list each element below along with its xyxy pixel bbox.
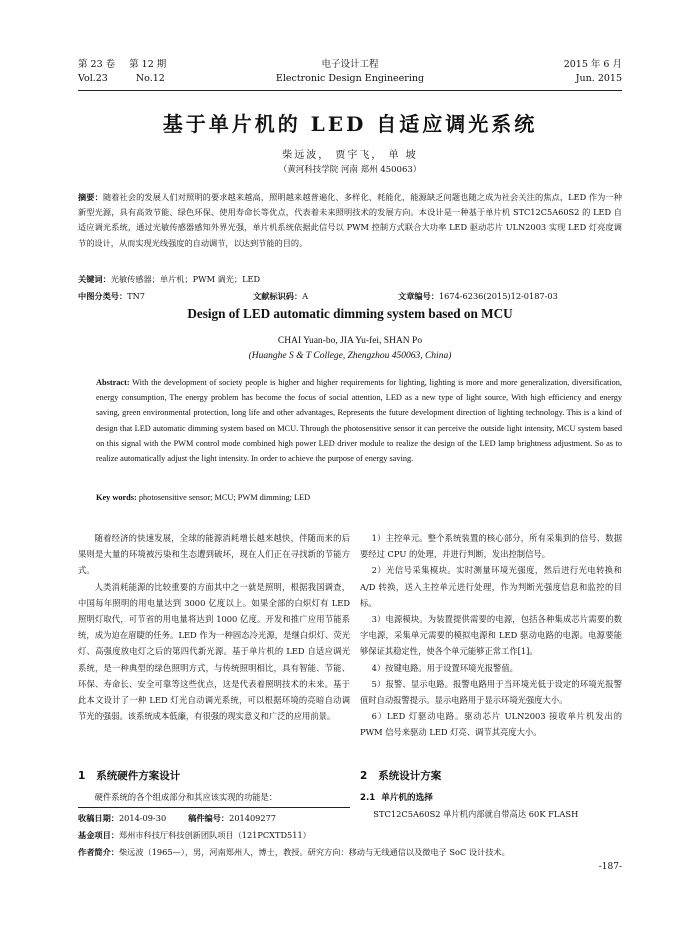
body-paragraph: 人类消耗能源的比较重要的方面其中之一就是照明，根据我国调查，中国每年照明的用电量达到 3000 亿度以上。如果全部的白炽灯有 LED 照明灯取代，可节省的用电量将达到 1000 亿度。开发和推广应用节能系统，成为迫在眉睫的任务。LED 作为一种固态冷光源，是继白炽灯、荧光灯、高强度放电灯之后的第四代新光源。基于单片机的 LED 自适应调光系统，是一种典型的绿色照明方式，与传统照明相比，具有智能、节能、环保、寿命长、安全可靠等这些优点，这是代表着照明技术的未来。基于此本文设计了一种 LED 灯光自动调光系统，可以根据环境的亮暗自动调节光的强弱。该系统成本低廉，有很强的现实意义和广泛的应用前景。 (78, 581, 350, 722)
doc-code-label: 文献标识码： (253, 291, 303, 301)
fund-text: 郑州市科技厅科技创新团队项目（121PCXTD511） (118, 830, 311, 840)
issue-en: No.12 (135, 73, 165, 84)
keywords-cn-text: 光敏传感器；单片机；PWM 调光；LED (110, 274, 261, 284)
footnote-rule (78, 807, 350, 808)
section-1-title: 系统硬件方案设计 (96, 770, 181, 782)
abstract-cn-label: 摘要： (78, 192, 103, 202)
authors-cn: 柴远波， 贾宇飞， 单 坡 (282, 150, 418, 161)
abstract-en-text: With the development of society people is higher and higher requirements for lighting, lighting is more and more generalization, diversification, energy consumption, The energy problem has become the focus of social attention, LED as a new type of light source, With high efficiency and energy saving, green environmental protection, long life and other advantages, Represents the future development direction of lighting technology. This is a kind of design that LED automatic dimming system based on MCU. Through the photosensitive sensor it can perceive the outside light intensity, MCU system based on this signal with the PWM control mode combined high power LED driver module to realize the design of the LED lamp brightness adjustment. So as to realize automatically adjust the light intensity. In order to achieve the purpose of energy saving. (96, 378, 622, 464)
fund-label: 基金项目： (78, 830, 119, 840)
issue-cn: 第 12 期 (129, 59, 167, 70)
body-list-item: 1）主控单元。整个系统装置的核心部分，所有采集到的信号、数据要经过 CPU 的处理，并进行判断，发出控制信号。 (360, 533, 622, 560)
body-left-column (78, 530, 350, 724)
subsection-number: 2.1 (360, 793, 376, 803)
vol-cn: 第 23 卷 (78, 59, 116, 70)
subsection-2-1-heading (360, 791, 433, 803)
body-paragraph: 随着经济的快速发展，全球的能源消耗增长越来越快，伴随而来的后果则是大量的环境被污染和生态遭到破坏，现在人们正在寻找新的节能方式。 (78, 533, 350, 576)
article-no-label: 文章编号： (398, 291, 439, 301)
running-header (78, 58, 622, 88)
body-list-item: 3）电源模块。为装置提供需要的电源，包括各种集成芯片需要的数字电源，采集单元需要的模拟电源和 LED 驱动电路的电源。电源要能够保证其稳定性，使各个单元能够正常工作[1]。 (360, 614, 622, 657)
date-en: Jun. 2015 (575, 73, 622, 84)
authors-en: CHAI Yuan-bo, JIA Yu-fei, SHAN Po (277, 336, 423, 346)
affiliation-cn: （黄河科技学院 河南 郑州 450063） (278, 165, 422, 175)
keywords-en (96, 491, 622, 505)
abstract-en (96, 375, 622, 466)
body-list-item: 2）光信号采集模块。实时测量环境光强度，然后进行光电转换和 A/D 转换，送入主控单元进行处理，作为判断光强度信息和监控的目标。 (360, 565, 622, 608)
section-1-number: 1 (78, 770, 86, 782)
page-number: -187- (598, 862, 622, 872)
keywords-cn (78, 272, 622, 286)
keywords-en-label: Key words: (96, 493, 137, 502)
title-cn: 基于单片机的 LED 自适应调光系统 (162, 112, 538, 136)
article-no-value: 1674-6236(2015)12-0187-03 (438, 291, 558, 301)
section-2-heading (360, 768, 441, 783)
manuscript-no-label: 稿件编号： (188, 813, 230, 823)
keywords-en-text: photosensitive sensor; MCU; PWM dimming; LED (138, 493, 311, 502)
body-list-item: 6）LED 灯驱动电路。驱动芯片 ULN2003 接收单片机发出的 PWM 信号来驱动 LED 灯亮、调节其亮度大小。 (360, 711, 622, 738)
bio-text: 柴远波（1965—），男，河南郑州人，博士，教授。研究方向：移动与无线通信以及微电子 SoC 设计技术。 (118, 847, 510, 857)
abstract-cn-text: 随着社会的发展人们对照明的要求越来越高，照明越来越普遍化、多样化、耗能化，能源缺乏问题也随之成为社会关注的焦点，LED 作为一种新型光源，具有高效节能、绿色环保、使用寿命长等优点，代表着未来照明技术的发展方向。本设计是一种基于单片机 STC12C5A60S2 的 LED 自适应调光系统，通过光敏传感器感知外界光强，单片机系统依据此信号以 PWM 控制方式联合大功率 LED 驱动芯片 ULN2003 实现 LED 灯亮度调节的设计，从而实现光线强度的自动调节，以达到节能的目的。 (78, 192, 622, 248)
affiliation-en: (Huanghe S & T College, Zhengzhou 450063, China) (248, 351, 452, 361)
vol-en: Vol.23 (78, 73, 108, 84)
journal-cn: 电子设计工程 (321, 59, 379, 70)
clc-value: TN7 (127, 291, 145, 301)
bio-label: 作者简介： (78, 847, 119, 857)
section-2-text: STC12C5A60S2 单片机内部就自带高达 60K FLASH (373, 809, 579, 819)
title-en: Design of LED automatic dimming system based on MCU (187, 306, 513, 321)
header-date (482, 58, 622, 86)
journal-en: Electronic Design Engineering (275, 73, 425, 84)
subsection-title: 单片机的选择 (381, 793, 433, 803)
date-cn: 2015 年 6 月 (563, 59, 622, 70)
abstract-en-label: Abstract: (96, 378, 130, 387)
section-2-number: 2 (360, 770, 368, 782)
doc-code-value: A (302, 291, 309, 301)
section-1-text: 硬件系统的各个组成部分和其应该实现的功能是： (94, 792, 278, 802)
keywords-cn-label: 关键词： (78, 274, 111, 284)
received-label: 收稿日期： (78, 813, 119, 823)
section-2-title: 系统设计方案 (378, 770, 442, 782)
body-list-item: 4）按键电路。用于设置环境光报警值。 (371, 662, 518, 673)
abstract-cn (78, 190, 622, 251)
footnote-dates (78, 812, 276, 825)
body-list-item: 5）报警、显示电路。报警电路用于当环境光低于设定的环境光报警值时自动报警提示。显示电路用于显示环境光强度大小。 (360, 678, 622, 706)
footnote-fund (78, 829, 311, 842)
body-right-column (360, 530, 622, 741)
section-1-heading (78, 768, 180, 783)
footnote-bio (78, 846, 510, 859)
clc-label: 中图分类号： (78, 291, 128, 301)
manuscript-no: 201409277 (229, 813, 277, 823)
received-date: 2014-09-30 (118, 813, 167, 823)
header-rule (78, 90, 622, 91)
